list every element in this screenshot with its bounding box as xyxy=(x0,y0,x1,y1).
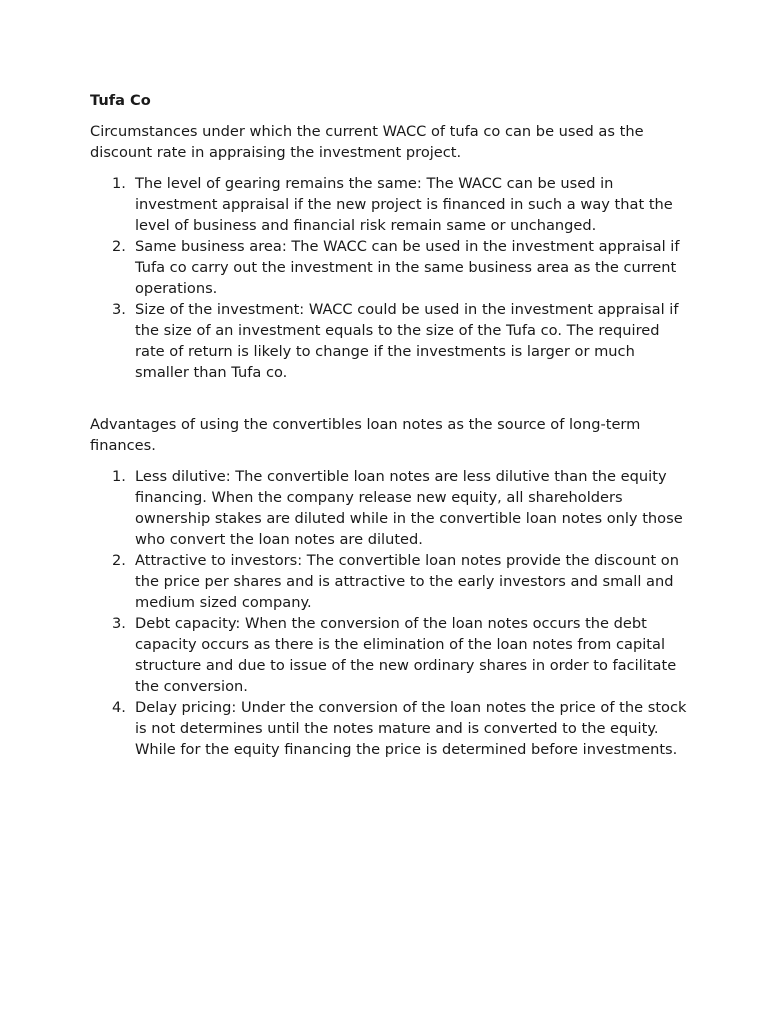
section-2-intro: Advantages of using the convertibles loan notes as the source of long-term finances. xyxy=(90,416,641,454)
section-1-intro: Circumstances under which the current WACC of tufa co can be used as the discount rate in appraising the investment project. xyxy=(90,123,644,161)
list-item-text: Attractive to investors: The convertible loan notes provide the discount on the price per shares and is attractive to the early investors and small and medium sized company. xyxy=(135,552,679,611)
list-item-text: The level of gearing remains the same: The WACC can be used in investment appraisal if the new project is financed in such a way that the level of business and financial risk remain same or unchanged. xyxy=(135,175,673,234)
list-item xyxy=(90,613,690,697)
document-title: Tufa Co xyxy=(90,92,151,109)
list-item-text: Debt capacity: When the conversion of the loan notes occurs the debt capacity occurs as there is the elimination of the loan notes from capital structure and due to issue of the new ordinary shares in order to facilitate the conversion. xyxy=(135,615,677,695)
list-item xyxy=(90,236,690,299)
list-item xyxy=(90,466,690,550)
section-2-list xyxy=(90,466,690,760)
list-item-number: 4. xyxy=(112,699,126,716)
list-item-number: 3. xyxy=(112,615,126,632)
list-item-text: Less dilutive: The convertible loan notes are less dilutive than the equity financing. When the company release new equity, all shareholders ownership stakes are diluted while in the convertible loan notes only those who convert the loan notes are diluted. xyxy=(135,468,683,548)
list-item-text: Same business area: The WACC can be used in the investment appraisal if Tufa co carry out the investment in the same business area as the current operations. xyxy=(135,238,680,297)
list-item-number: 3. xyxy=(112,301,126,318)
list-item-number: 1. xyxy=(112,175,126,192)
list-item-text: Delay pricing: Under the conversion of the loan notes the price of the stock is not determines until the notes mature and is converted to the equity. While for the equity financing the price is determined before investments. xyxy=(135,699,687,758)
list-item xyxy=(90,697,690,760)
list-item xyxy=(90,173,690,236)
list-item xyxy=(90,299,690,383)
list-item-number: 2. xyxy=(112,238,126,255)
document-page xyxy=(90,90,690,760)
list-item-number: 1. xyxy=(112,468,126,485)
list-item-text: Size of the investment: WACC could be used in the investment appraisal if the size of an investment equals to the size of the Tufa co. The required rate of return is likely to change if the investments is larger or much smaller than Tufa co. xyxy=(135,301,679,381)
section-1-list xyxy=(90,173,690,383)
section-spacer xyxy=(90,383,690,414)
list-item xyxy=(90,550,690,613)
list-item-number: 2. xyxy=(112,552,126,569)
